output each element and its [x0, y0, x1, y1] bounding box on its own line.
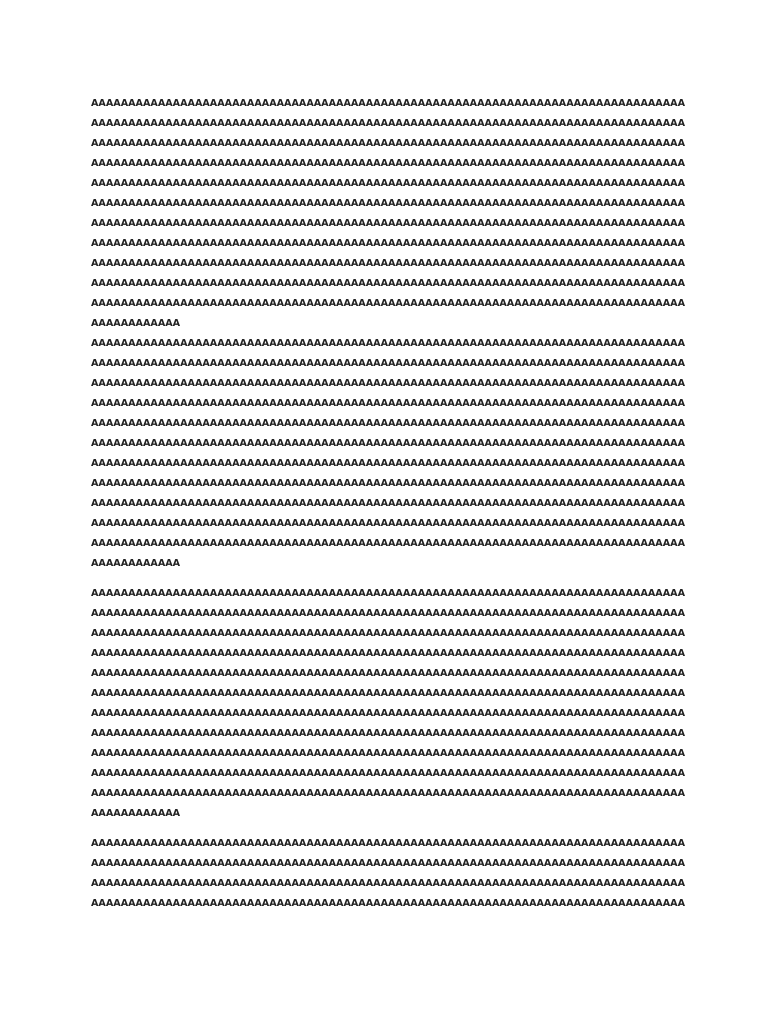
text-line: AAAAAAAAAAAA [91, 318, 181, 329]
text-line: AAAAAAAAAAAAAAAAAAAAAAAAAAAAAAAAAAAAAAAAAAAAAAAAAAAAAAAAAAAAAAAAAAAAAAAAAAAAAAAA [91, 158, 685, 169]
text-line: AAAAAAAAAAAAAAAAAAAAAAAAAAAAAAAAAAAAAAAAAAAAAAAAAAAAAAAAAAAAAAAAAAAAAAAAAAAAAAAA [91, 788, 685, 799]
text-line: AAAAAAAAAAAAAAAAAAAAAAAAAAAAAAAAAAAAAAAAAAAAAAAAAAAAAAAAAAAAAAAAAAAAAAAAAAAAAAAA [91, 478, 685, 489]
text-line: AAAAAAAAAAAA [91, 558, 181, 569]
paragraph-3 [91, 584, 691, 824]
text-line: AAAAAAAAAAAAAAAAAAAAAAAAAAAAAAAAAAAAAAAAAAAAAAAAAAAAAAAAAAAAAAAAAAAAAAAAAAAAAAAA [91, 358, 685, 369]
text-line: AAAAAAAAAAAAAAAAAAAAAAAAAAAAAAAAAAAAAAAAAAAAAAAAAAAAAAAAAAAAAAAAAAAAAAAAAAAAAAAA [91, 278, 685, 289]
text-line: AAAAAAAAAAAAAAAAAAAAAAAAAAAAAAAAAAAAAAAAAAAAAAAAAAAAAAAAAAAAAAAAAAAAAAAAAAAAAAAA [91, 688, 685, 699]
text-line: AAAAAAAAAAAAAAAAAAAAAAAAAAAAAAAAAAAAAAAAAAAAAAAAAAAAAAAAAAAAAAAAAAAAAAAAAAAAAAAA [91, 218, 685, 229]
paragraph-2 [91, 334, 691, 574]
text-line: AAAAAAAAAAAAAAAAAAAAAAAAAAAAAAAAAAAAAAAAAAAAAAAAAAAAAAAAAAAAAAAAAAAAAAAAAAAAAAAA [91, 378, 685, 389]
text-line: AAAAAAAAAAAAAAAAAAAAAAAAAAAAAAAAAAAAAAAAAAAAAAAAAAAAAAAAAAAAAAAAAAAAAAAAAAAAAAAA [91, 728, 685, 739]
text-line: AAAAAAAAAAAAAAAAAAAAAAAAAAAAAAAAAAAAAAAAAAAAAAAAAAAAAAAAAAAAAAAAAAAAAAAAAAAAAAAA [91, 198, 685, 209]
text-line: AAAAAAAAAAAAAAAAAAAAAAAAAAAAAAAAAAAAAAAAAAAAAAAAAAAAAAAAAAAAAAAAAAAAAAAAAAAAAAAA [91, 438, 685, 449]
paragraph-1 [91, 94, 691, 334]
text-line: AAAAAAAAAAAAAAAAAAAAAAAAAAAAAAAAAAAAAAAAAAAAAAAAAAAAAAAAAAAAAAAAAAAAAAAAAAAAAAAA [91, 418, 685, 429]
text-line: AAAAAAAAAAAAAAAAAAAAAAAAAAAAAAAAAAAAAAAAAAAAAAAAAAAAAAAAAAAAAAAAAAAAAAAAAAAAAAAA [91, 898, 685, 909]
paragraph-4 [91, 834, 691, 914]
text-line: AAAAAAAAAAAAAAAAAAAAAAAAAAAAAAAAAAAAAAAAAAAAAAAAAAAAAAAAAAAAAAAAAAAAAAAAAAAAAAAA [91, 858, 685, 869]
text-line: AAAAAAAAAAAAAAAAAAAAAAAAAAAAAAAAAAAAAAAAAAAAAAAAAAAAAAAAAAAAAAAAAAAAAAAAAAAAAAAA [91, 518, 685, 529]
text-line: AAAAAAAAAAAAAAAAAAAAAAAAAAAAAAAAAAAAAAAAAAAAAAAAAAAAAAAAAAAAAAAAAAAAAAAAAAAAAAAA [91, 338, 685, 349]
text-line: AAAAAAAAAAAAAAAAAAAAAAAAAAAAAAAAAAAAAAAAAAAAAAAAAAAAAAAAAAAAAAAAAAAAAAAAAAAAAAAA [91, 538, 685, 549]
text-line: AAAAAAAAAAAA [91, 808, 181, 819]
text-line: AAAAAAAAAAAAAAAAAAAAAAAAAAAAAAAAAAAAAAAAAAAAAAAAAAAAAAAAAAAAAAAAAAAAAAAAAAAAAAAA [91, 138, 685, 149]
text-line: AAAAAAAAAAAAAAAAAAAAAAAAAAAAAAAAAAAAAAAAAAAAAAAAAAAAAAAAAAAAAAAAAAAAAAAAAAAAAAAA [91, 118, 685, 129]
text-line: AAAAAAAAAAAAAAAAAAAAAAAAAAAAAAAAAAAAAAAAAAAAAAAAAAAAAAAAAAAAAAAAAAAAAAAAAAAAAAAA [91, 178, 685, 189]
text-line: AAAAAAAAAAAAAAAAAAAAAAAAAAAAAAAAAAAAAAAAAAAAAAAAAAAAAAAAAAAAAAAAAAAAAAAAAAAAAAAA [91, 768, 685, 779]
text-line: AAAAAAAAAAAAAAAAAAAAAAAAAAAAAAAAAAAAAAAAAAAAAAAAAAAAAAAAAAAAAAAAAAAAAAAAAAAAAAAA [91, 298, 685, 309]
document-body [91, 94, 691, 914]
text-line: AAAAAAAAAAAAAAAAAAAAAAAAAAAAAAAAAAAAAAAAAAAAAAAAAAAAAAAAAAAAAAAAAAAAAAAAAAAAAAAA [91, 838, 685, 849]
text-line: AAAAAAAAAAAAAAAAAAAAAAAAAAAAAAAAAAAAAAAAAAAAAAAAAAAAAAAAAAAAAAAAAAAAAAAAAAAAAAAA [91, 648, 685, 659]
text-line: AAAAAAAAAAAAAAAAAAAAAAAAAAAAAAAAAAAAAAAAAAAAAAAAAAAAAAAAAAAAAAAAAAAAAAAAAAAAAAAA [91, 748, 685, 759]
text-line: AAAAAAAAAAAAAAAAAAAAAAAAAAAAAAAAAAAAAAAAAAAAAAAAAAAAAAAAAAAAAAAAAAAAAAAAAAAAAAAA [91, 708, 685, 719]
text-line: AAAAAAAAAAAAAAAAAAAAAAAAAAAAAAAAAAAAAAAAAAAAAAAAAAAAAAAAAAAAAAAAAAAAAAAAAAAAAAAA [91, 668, 685, 679]
text-line: AAAAAAAAAAAAAAAAAAAAAAAAAAAAAAAAAAAAAAAAAAAAAAAAAAAAAAAAAAAAAAAAAAAAAAAAAAAAAAAA [91, 458, 685, 469]
text-line: AAAAAAAAAAAAAAAAAAAAAAAAAAAAAAAAAAAAAAAAAAAAAAAAAAAAAAAAAAAAAAAAAAAAAAAAAAAAAAAA [91, 608, 685, 619]
text-line: AAAAAAAAAAAAAAAAAAAAAAAAAAAAAAAAAAAAAAAAAAAAAAAAAAAAAAAAAAAAAAAAAAAAAAAAAAAAAAAA [91, 588, 685, 599]
text-line: AAAAAAAAAAAAAAAAAAAAAAAAAAAAAAAAAAAAAAAAAAAAAAAAAAAAAAAAAAAAAAAAAAAAAAAAAAAAAAAA [91, 398, 685, 409]
text-line: AAAAAAAAAAAAAAAAAAAAAAAAAAAAAAAAAAAAAAAAAAAAAAAAAAAAAAAAAAAAAAAAAAAAAAAAAAAAAAAA [91, 498, 685, 509]
text-line: AAAAAAAAAAAAAAAAAAAAAAAAAAAAAAAAAAAAAAAAAAAAAAAAAAAAAAAAAAAAAAAAAAAAAAAAAAAAAAAA [91, 878, 685, 889]
text-line: AAAAAAAAAAAAAAAAAAAAAAAAAAAAAAAAAAAAAAAAAAAAAAAAAAAAAAAAAAAAAAAAAAAAAAAAAAAAAAAA [91, 628, 685, 639]
text-line: AAAAAAAAAAAAAAAAAAAAAAAAAAAAAAAAAAAAAAAAAAAAAAAAAAAAAAAAAAAAAAAAAAAAAAAAAAAAAAAA [91, 238, 685, 249]
text-line: AAAAAAAAAAAAAAAAAAAAAAAAAAAAAAAAAAAAAAAAAAAAAAAAAAAAAAAAAAAAAAAAAAAAAAAAAAAAAAAA [91, 98, 685, 109]
text-line: AAAAAAAAAAAAAAAAAAAAAAAAAAAAAAAAAAAAAAAAAAAAAAAAAAAAAAAAAAAAAAAAAAAAAAAAAAAAAAAA [91, 258, 685, 269]
